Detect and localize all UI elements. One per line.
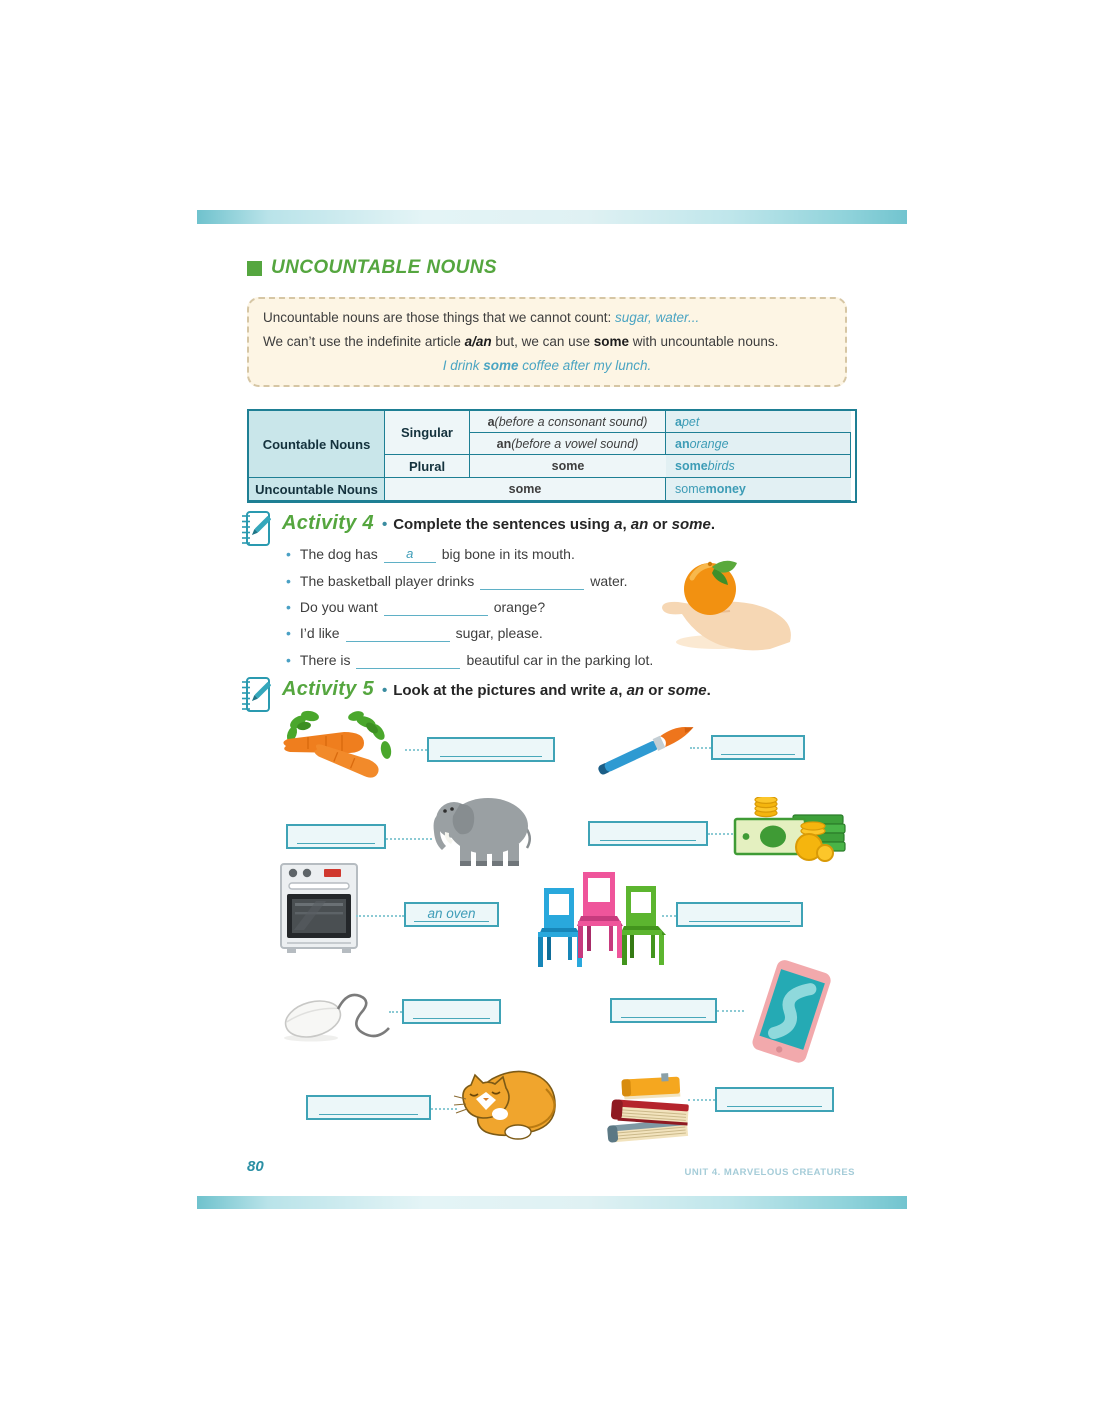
answer-box-elephant[interactable] [286, 824, 386, 849]
cell-uncountable-nouns: Uncountable Nouns [249, 478, 385, 501]
activity4-sentences [286, 541, 653, 673]
connector-chairs [662, 915, 676, 917]
activity4-title: Activity 4 [282, 512, 374, 534]
connector-oven [356, 915, 404, 917]
sentence-3: • Do you want orange? [286, 598, 546, 615]
cell-plural: Plural [385, 455, 470, 478]
cell-rule-some-uncountable: some [385, 478, 666, 501]
answer-box-paintbrush[interactable] [711, 735, 805, 760]
info-line-1: Uncountable nouns are those things that we cannot count: sugar, water... [263, 310, 700, 325]
carrots-icon [278, 710, 410, 788]
paintbrush-icon [593, 712, 705, 784]
orange-in-hand-icon [652, 556, 802, 656]
notebook-pencil-icon [240, 509, 272, 549]
activity5-instruction: Look at the pictures and write a, an or some. [393, 682, 711, 699]
answer-box-chairs[interactable] [676, 902, 803, 927]
page-number: 80 [247, 1158, 264, 1175]
answer-box-books[interactable] [715, 1087, 834, 1112]
money-icon [733, 797, 848, 865]
chairs-icon [538, 872, 666, 968]
answer-box-oven[interactable]: an oven [404, 902, 499, 927]
sentence-5-blank[interactable] [356, 651, 460, 669]
answer-box-tablet[interactable] [610, 998, 717, 1023]
activity4-instruction: Complete the sentences using a, an or some. [393, 516, 715, 533]
sentence-2: • The basketball player drinks water. [286, 572, 628, 589]
sentence-4-blank[interactable] [346, 624, 450, 642]
bottom-decor-bar [197, 1196, 907, 1209]
notebook-pencil-icon [240, 675, 272, 715]
grammar-info-box [247, 297, 847, 387]
sentence-4: • I’d like sugar, please. [286, 625, 543, 642]
cell-rule-a: a (before a consonant sound) [470, 411, 666, 433]
cell-rule-an: an (before a vowel sound) [470, 433, 666, 455]
activity4-title-line: Activity 4 • Complete the sentences using a, an or some. [282, 512, 715, 534]
info-line-3: I drink some coffee after my lunch. [442, 358, 652, 373]
tablet-icon [740, 957, 840, 1069]
section-heading [247, 257, 497, 279]
cell-example-some-money: some money [666, 478, 851, 501]
sleeping-cat-icon [452, 1057, 567, 1145]
sentence-1: • The dog has a big bone in its mouth. [286, 546, 575, 563]
answer-box-money[interactable] [588, 821, 708, 846]
sentence-3-blank[interactable] [384, 598, 488, 616]
connector-books [688, 1099, 715, 1101]
sentence-2-blank[interactable] [480, 572, 584, 590]
top-decor-bar [197, 210, 907, 224]
info-line-2: We can’t use the indefinite article a/an but, we can use some with uncountable nouns. [263, 334, 779, 349]
answer-box-carrots[interactable] [427, 737, 555, 762]
elephant-icon [430, 788, 532, 870]
activity5-header [240, 675, 711, 715]
activity5-title: Activity 5 [282, 678, 374, 700]
cell-rule-some-plural: some [470, 455, 666, 478]
connector-carrots [405, 749, 427, 751]
activity5-title-line: Activity 5 • Look at the pictures and write a, an or some. [282, 678, 711, 700]
books-stack-icon [602, 1066, 700, 1150]
cell-countable-nouns: Countable Nouns [249, 411, 385, 478]
unit-footer-label: UNIT 4. MARVELOUS CREATURES [684, 1167, 855, 1178]
cell-example-an-orange: an orange [666, 433, 851, 455]
sentence-5: • There is beautiful car in the parking lot. [286, 651, 654, 668]
answer-box-mouse[interactable] [402, 999, 501, 1024]
cell-example-a-pet: a pet [666, 411, 851, 433]
sentence-1-blank[interactable]: a [384, 545, 436, 563]
articles-table [247, 409, 857, 503]
section-title: UNCOUNTABLE NOUNS [271, 257, 497, 278]
cell-singular: Singular [385, 411, 470, 455]
computer-mouse-icon [281, 983, 399, 1045]
oven-icon [278, 860, 360, 954]
cell-example-some-birds: some birds [666, 455, 851, 478]
connector-mouse [389, 1011, 402, 1013]
green-square-bullet-icon [247, 261, 262, 276]
connector-paintbrush [690, 747, 711, 749]
answer-box-cat[interactable] [306, 1095, 431, 1120]
connector-elephant [386, 838, 432, 840]
